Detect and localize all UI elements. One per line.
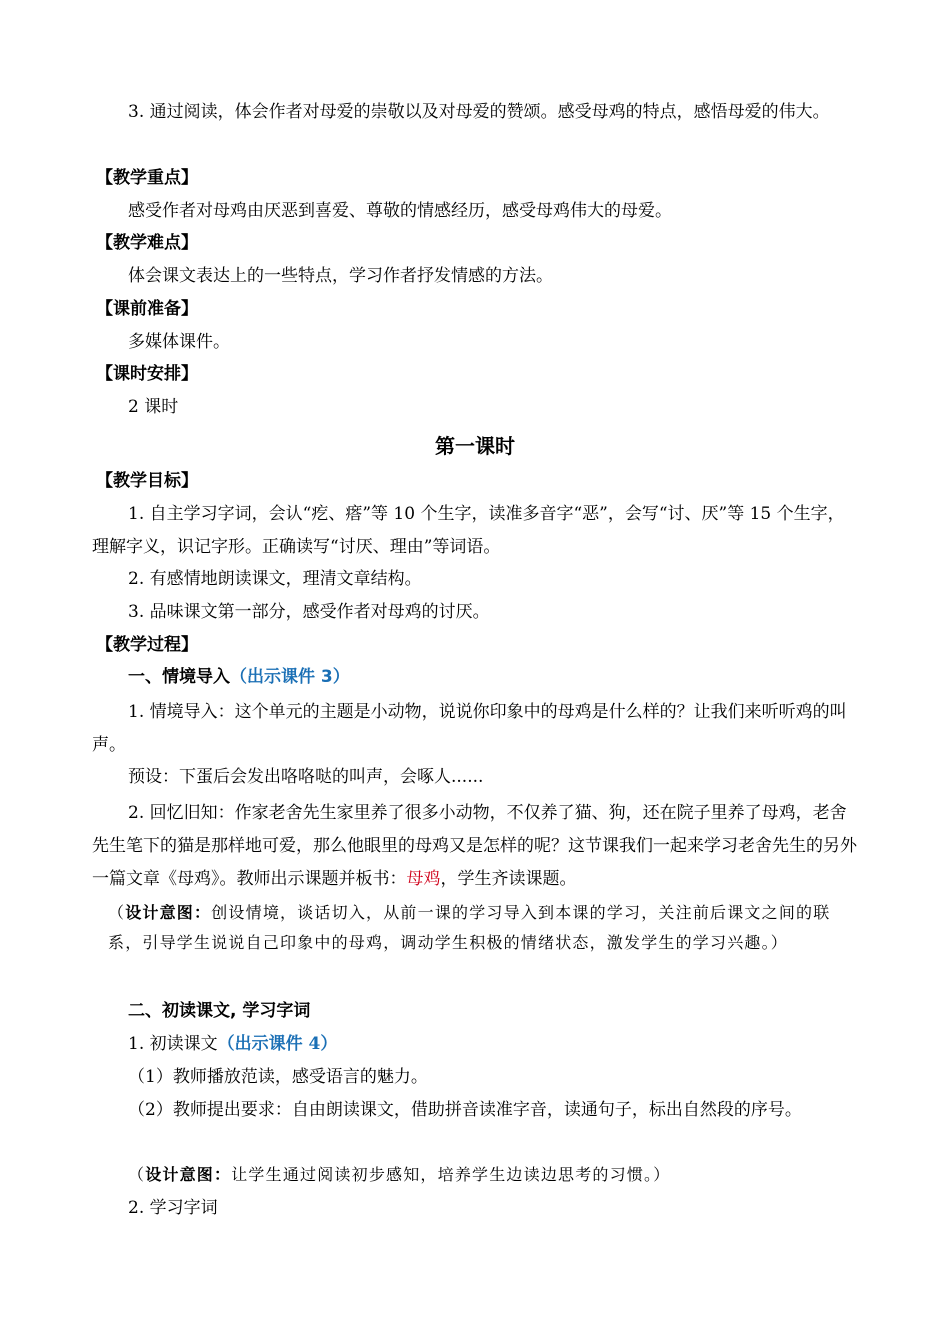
design-intent-2-label: 设计意图： [145,1165,232,1184]
section-1-paragraph-1: 1. 情境导入：这个单元的主题是小动物，说说你印象中的母鸡是什么样的？让我们来听听鸡的叫声。 [92,702,847,755]
design-intent-1-open: （ [108,903,126,922]
section-2-p1-text: 1. 初读课文 [128,1034,218,1054]
design-intent-1 [108,898,860,958]
section-2-paragraph-4: 2. 学习字词 [128,1198,218,1218]
difficulties-heading: 【教学难点】 [96,233,198,253]
section-1-p3-text: 2. 回忆旧知：作家老舍先生家里养了很多小动物，不仅养了猫、狗，还在院子里养了母鸡，老舍先生笔下的猫是那样地可爱，那么他眼里的母鸡又是怎样的呢？这节课我们一起来学习老舍先生的另外一篇文章《母鸡》。教师出示课题并板书： [92,803,857,889]
section-1-paragraph-2: 预设：下蛋后会发出咯咯哒的叫声，会啄人...... [128,767,484,787]
section-1-title [128,662,350,692]
schedule-text: 2 课时 [128,397,179,417]
section-1-title-text: 一、情境导入 [128,667,230,687]
design-intent-2-text: 让学生通过阅读初步感知，培养学生边读边思考的习惯。） [231,1165,671,1184]
lesson-title: 第一课时 [435,434,515,458]
design-intent-2-open: （ [128,1165,146,1184]
section-1-paragraph-3 [92,797,860,896]
key-points-heading: 【教学重点】 [96,168,198,188]
section-2-paragraph-1 [92,1028,860,1061]
key-points-text: 感受作者对母鸡由厌恶到喜爱、尊敬的情感经历，感受母鸡伟大的母爱。 [128,201,672,221]
design-intent-1-text: 创设情境，谈话切入，从前一课的学习导入到本课的学习，关注前后课文之间的联系，引导学生说说自己印象中的母鸡，调动学生积极的情绪状态，激发学生的学习兴趣。） [108,903,831,952]
section-2-title: 二、初读课文, 学习字词 [128,1001,311,1021]
board-writing-highlight: 母鸡 [406,869,441,889]
section-2-courseware-note: （出示课件 4） [217,1034,338,1054]
objective-item-3: 3. 品味课文第一部分，感受作者对母鸡的讨厌。 [128,602,490,622]
section-2-paragraph-3: （2）教师提出要求：自由朗读课文，借助拼音读准字音，读通句子，标出自然段的序号。 [128,1100,802,1120]
section-1-courseware-note: （出示课件 3） [230,667,350,687]
objective-item-1: 1. 自主学习字词，会认“疙、瘩”等 10 个生字，读准多音字“恶”，会写“讨、厌”等 15 个生字，理解字义，识记字形。正确读写“讨厌、理由”等词语。 [92,504,845,557]
objectives-heading: 【教学目标】 [96,471,198,491]
difficulties-text: 体会课文表达上的一些特点，学习作者抒发情感的方法。 [128,266,553,286]
design-intent-1-label: 设计意图： [125,903,212,922]
process-heading: 【教学过程】 [96,635,198,655]
objective-item-2: 2. 有感情地朗读课文，理清文章结构。 [128,569,422,589]
preparation-heading: 【课前准备】 [96,299,198,319]
preparation-text: 多媒体课件。 [128,332,230,352]
design-intent-2 [128,1160,860,1190]
schedule-heading: 【课时安排】 [96,364,198,384]
section-2-paragraph-2: （1）教师播放范读，感受语言的魅力。 [128,1067,428,1087]
section-1-p3-tail: ，学生齐读课题。 [440,869,577,889]
goal-3-paragraph: 3. 通过阅读，体会作者对母爱的崇敬以及对母爱的赞颂。感受母鸡的特点，感悟母爱的伟大。 [128,102,830,122]
